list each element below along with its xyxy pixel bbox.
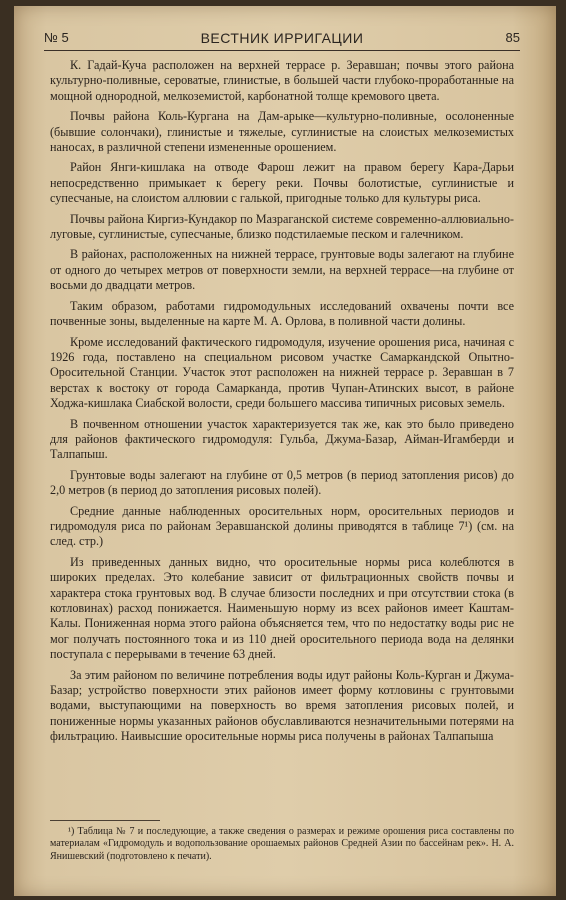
journal-page <box>14 6 556 896</box>
paragraph: В почвенном отношении участок характеризуется так же, как это было приведено для районов фактического гидромодуля: Гульба, Джума-Базар, Айман-Игамберди и Талпапыш. <box>50 416 514 462</box>
paragraph: Почвы района Киргиз-Кундакор по Мазраганской системе современно-аллювиально-луговые, суглинистые, супесчаные, близко подстилаемые песком и галечником. <box>50 211 514 242</box>
journal-title: ВЕСТНИК ИРРИГАЦИИ <box>200 30 364 46</box>
paragraph: Кроме исследований фактического гидромодуля, изучение орошения риса, начиная с 1926 года, поставлено на специальном рисовом участке Самаркандской Опытно-Оросительной Станции. Участок этот расположен на нижней террасе р. Зеравшан в 7 верстах к востоку от города Самарканда, против Чупан-Атинских высот, в районе Ходжа-кишлака Сиабской волости, среди большего массива типичных рисовых земель. <box>50 334 514 411</box>
page-number: 85 <box>505 30 520 45</box>
paragraph: Средние данные наблюденных оросительных норм, оросительных периодов и гидромодуля риса по районам Зеравшанской долины приводятся в таблице 7¹) (см. на след. стр.) <box>50 503 514 549</box>
paragraph: Из приведенных данных видно, что оросительные нормы риса колеблются в широких пределах. Это колебание зависит от фильтрационных свойств почвы и характера стока грунтовых вод. В случае близости последних и при отсутствии стока (в котловинах) расход понижается. Наименьшую норму из всех районов имеет Каштам-Калы. Пониженная норма этого района объясняется тем, что по недостатку воды рис не мог получать постоянного тока и из 110 дней оросительного периода вода на делянки поступала с перерывами в течение 63 дней. <box>50 554 514 662</box>
paragraph: Грунтовые воды залегают на глубине от 0,5 метров (в период затопления рисов) до 2,0 метров (в период до затопления рисовых полей). <box>50 467 514 498</box>
article-body <box>50 58 514 750</box>
paragraph: К. Гадай-Куча расположен на верхней террасе р. Зеравшан; почвы этого района культурно-поливные, сероватые, глинистые, в большей части глубоко-проработанные на мощной однородной, мелкоземистой, карбонатной толще кремового цвета. <box>50 58 514 103</box>
footnote: ¹) Таблица № 7 и последующие, а также сведения о размерах и режиме орошения риса составлены по материалам «Гидромодуль и водопользование орошаемых районов Средней Азии по бассейнам рек». Н. А. Янишевский (подготовлено к печати). <box>50 826 514 862</box>
issue-number: № 5 <box>44 30 69 45</box>
paragraph: Таким образом, работами гидромодульных исследований охвачены почти все почвенные зоны, выделенные на карте М. А. Орлова, в поливной части долины. <box>50 298 514 329</box>
paragraph: Район Янги-кишлака на отводе Фарош лежит на правом берегу Кара-Дарьи непосредственно примыкает к берегу реки. Почвы болотистые, суглинистые и супесчаные, на слоистом аллювии с галькой, пригодные только для культуры риса. <box>50 160 514 206</box>
paragraph: За этим районом по величине потребления воды идут районы Коль-Курган и Джума-Базар; устройство поверхности этих районов имеет форму котловины с грунтовыми водами, выступающими на поверхность во время затопления рисовых полей, и пониженные нормы указанных районов обуславливаются незначительными потерями на фильтрацию. Наивысшие оросительные нормы риса получены в районах Талпапыша <box>50 667 514 744</box>
paragraph: В районах, расположенных на нижней террасе, грунтовые воды залегают на глубине от одного до четырех метров от поверхности земли, на верхней террасе—на глубине от восьми до двадцати метров. <box>50 247 514 293</box>
footnote-divider <box>50 820 160 821</box>
running-header <box>44 28 520 51</box>
paragraph: Почвы района Коль-Кургана на Дам-арыке—культурно-поливные, осолоненные (бывшие солончаки), глинистые и тяжелые, суглинистые на слоистых мелкоземистых наносах, в различной степени измененные орошением. <box>50 109 514 155</box>
